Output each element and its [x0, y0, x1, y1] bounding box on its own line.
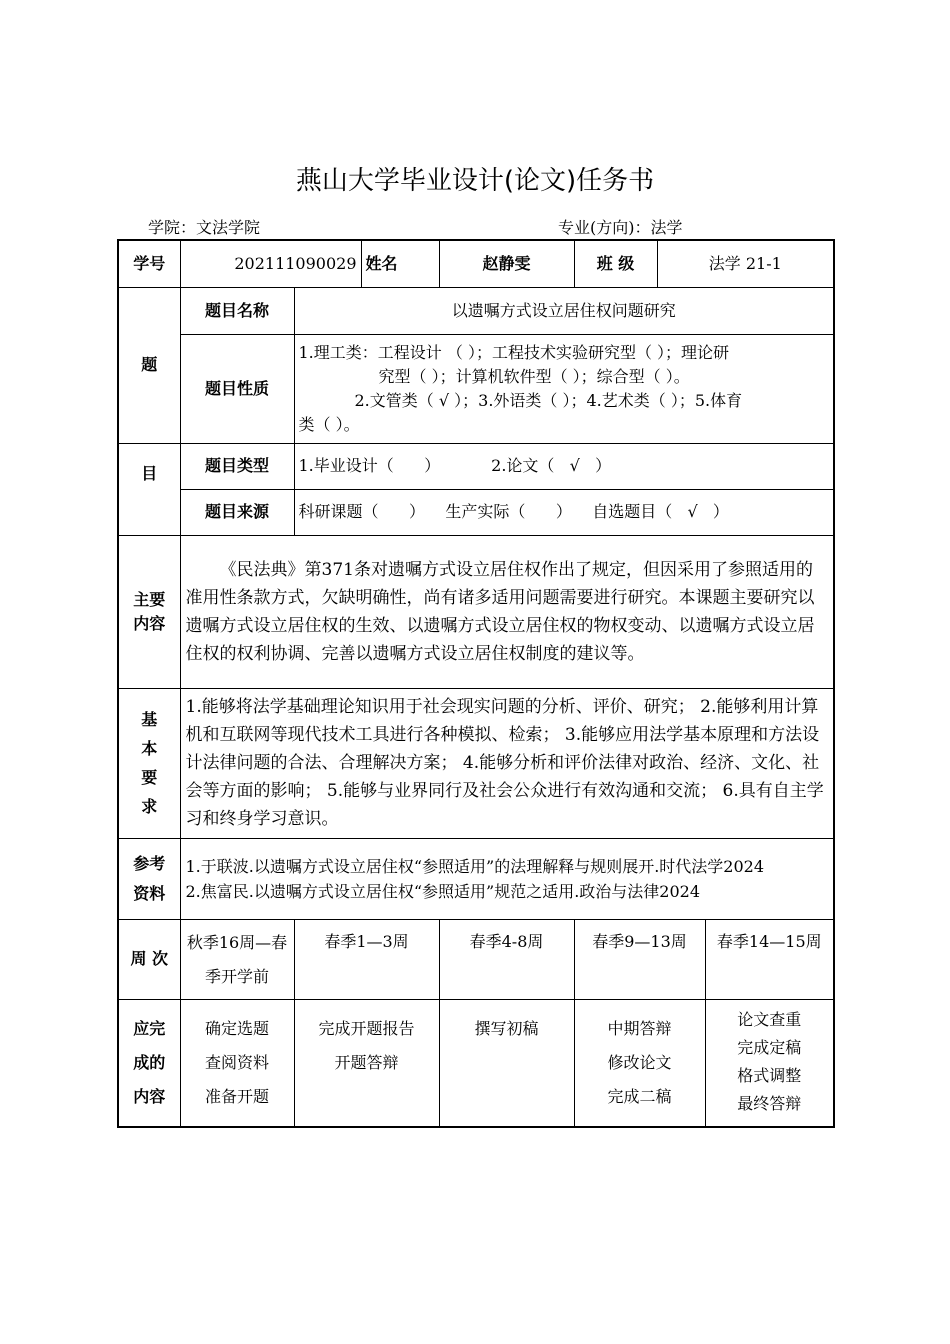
main-content-label-line2: 内容	[133, 613, 166, 633]
week-5: 春季14—15周	[705, 919, 834, 999]
references-list	[180, 838, 834, 919]
todo-item: 中期答辩	[607, 1018, 672, 1038]
references-label	[118, 838, 180, 919]
todo-item: 最终答辩	[737, 1093, 802, 1113]
class-value: 法学 21-1	[657, 240, 834, 287]
week-3: 春季4-8周	[439, 919, 574, 999]
header-row	[118, 240, 834, 287]
todo-col-4	[574, 999, 705, 1127]
topic-section-label-bottom: 目	[118, 443, 180, 535]
todo-item: 完成开题报告	[318, 1018, 415, 1038]
topic-name-value: 以遗嘱方式设立居住权问题研究	[294, 287, 834, 334]
week-2: 春季1—3周	[294, 919, 439, 999]
todo-item: 确定选题	[204, 1018, 269, 1038]
todo-col-2	[294, 999, 439, 1127]
references-label-line1: 参考	[133, 853, 166, 873]
todo-label-line1: 应完	[133, 1018, 166, 1038]
topic-nature-value	[294, 334, 834, 443]
topic-source-value: 科研课题（ ） 生产实际（ ） 自选题目（ √ ）	[294, 489, 834, 535]
topic-source-row	[118, 489, 834, 535]
topic-nature-row	[118, 334, 834, 443]
topic-name-label: 题目名称	[180, 287, 294, 334]
college-label: 学院：文法学院	[148, 218, 261, 237]
todo-row	[118, 999, 834, 1127]
todo-item: 准备开题	[204, 1086, 269, 1106]
class-label: 班 级	[574, 240, 657, 287]
req-label-4: 求	[141, 797, 158, 816]
schedule-label: 周 次	[118, 919, 180, 999]
references-row	[118, 838, 834, 919]
nature-line-4: 类（ ）。	[298, 414, 360, 434]
major-label: 专业(方向)：法学	[558, 218, 683, 237]
main-content-row	[118, 535, 834, 688]
nature-line-1: 1.理工类：工程设计 （ ）；工程技术实验研究型（ ）；理论研	[298, 342, 730, 362]
topic-type-label: 题目类型	[180, 443, 294, 489]
references-label-line2: 资料	[133, 883, 166, 903]
todo-item: 修改论文	[607, 1052, 672, 1072]
student-id-label: 学号	[118, 240, 180, 287]
todo-item: 撰写初稿	[474, 1018, 539, 1038]
reference-item-1: 1.于联波.以遗嘱方式设立居住权“参照适用”的法理解释与规则展开.时代法学2024	[185, 856, 765, 876]
topic-type-value: 1.毕业设计（ ） 2.论文（ √ ）	[294, 443, 834, 489]
todo-label	[118, 999, 180, 1127]
req-label-1: 基	[141, 710, 158, 729]
topic-type-row	[118, 443, 834, 489]
todo-label-line2: 成的	[133, 1052, 166, 1072]
topic-nature-label: 题目性质	[180, 334, 294, 443]
nature-line-3: 2.文管类（ √ ）；3.外语类（ ）；4.艺术类（ ）；5.体育	[354, 390, 743, 410]
todo-item: 格式调整	[737, 1065, 802, 1085]
requirements-label	[118, 688, 180, 838]
topic-section-label-top: 题	[118, 287, 180, 443]
nature-line-2: 究型（ ）；计算机软件型（ ）；综合型（ ）。	[378, 366, 690, 386]
req-label-2: 本	[141, 739, 158, 758]
name-value: 赵静雯	[439, 240, 574, 287]
main-content-label-line1: 主要	[133, 589, 166, 609]
todo-item: 论文查重	[737, 1009, 802, 1029]
student-id-value: 202111090029	[180, 240, 361, 287]
main-content-text: 《民法典》第371条对遗嘱方式设立居住权作出了规定，但因采用了参照适用的准用性条款方式，欠缺明确性，尚有诸多适用问题需要进行研究。本课题主要研究以遗嘱方式设立居住权的生效、以遗嘱方式设立居住权的物权变动、以遗嘱方式设立居住权的权利协调、完善以遗嘱方式设立居住权制度的建议等。	[180, 535, 834, 688]
name-label: 姓名	[361, 240, 439, 287]
schedule-row	[118, 919, 834, 999]
todo-item: 开题答辩	[334, 1052, 399, 1072]
reference-item-2: 2.焦富民.以遗嘱方式设立居住权“参照适用”规范之适用.政治与法律2024	[185, 881, 701, 901]
topic-source-label: 题目来源	[180, 489, 294, 535]
week-1: 秋季16周—春季开学前	[180, 919, 294, 999]
todo-col-1	[180, 999, 294, 1127]
requirements-row	[118, 688, 834, 838]
req-label-3: 要	[141, 768, 158, 787]
todo-item: 完成二稿	[607, 1086, 672, 1106]
page-title: 燕山大学毕业设计(论文)任务书	[295, 166, 655, 196]
requirements-text: 1.能够将法学基础理论知识用于社会现实问题的分析、评价、研究； 2.能够利用计算机和互联网等现代技术工具进行各种模拟、检索； 3.能够应用法学基本原理和方法设计法律问题的合法、合理解决方案； 4.能够分析和评价法律对政治、经济、文化、社会等方面的影响； 5.能够与业界同行及社会公众进行有效沟通和交流； 6.具有自主学习和终身学习意识。	[180, 688, 834, 838]
todo-col-5	[705, 999, 834, 1127]
topic-name-row	[118, 287, 834, 334]
week-4: 春季9—13周	[574, 919, 705, 999]
task-table	[117, 239, 835, 1128]
todo-label-line3: 内容	[133, 1086, 166, 1106]
main-content-label	[118, 535, 180, 688]
todo-item: 查阅资料	[204, 1052, 269, 1072]
todo-col-3	[439, 999, 574, 1127]
todo-item: 完成定稿	[737, 1037, 802, 1057]
